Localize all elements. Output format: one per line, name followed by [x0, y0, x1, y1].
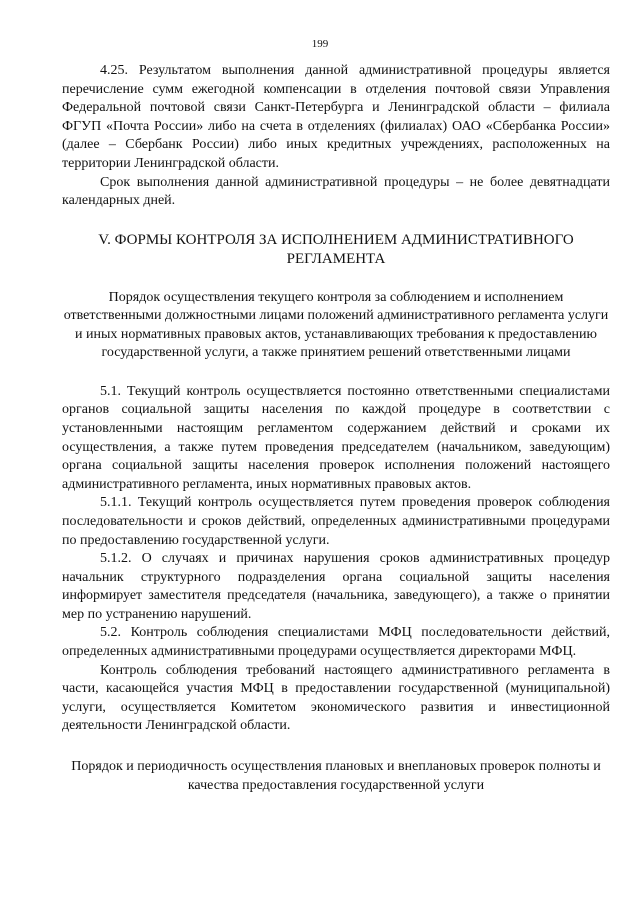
paragraph-5-1-1: 5.1.1. Текущий контроль осуществляется путем проведения проверок соблюдения последовательности и сроков действий, определенных административными процедурами по предоставлению государственной услуги.: [62, 495, 610, 548]
paragraph-5-1: 5.1. Текущий контроль осуществляется постоянно ответственными специалистами органов социальной защиты населения по каждой процедуре в соответствии с установленными настоящим регламентом содержанием действий и сроками их осуществления, а также путем проведения председателем (начальником, заведующим) органа социальной защиты населения проверок исполнения положений настоящего административного регламента, иных нормативных правовых актов.: [62, 383, 610, 492]
subheading-current-control: Порядок осуществления текущего контроля за соблюдением и исполнением ответственными должностными лицами положений административного регламента услуги и иных нормативных правовых актов, устанавливающих требования к предоставлению государственной услуги, а также принятием решений ответственными лицами: [63, 289, 609, 361]
subheading-inspections: Порядок и периодичность осуществления плановых и внеплановых проверок полноты и качества предоставления государственной услуги: [71, 759, 601, 793]
paragraph-5-2-mfc: Контроль соблюдения требований настоящего административного регламента в части, касающейся участия МФЦ в предоставлении государственной (муниципальной) услуги, осуществляется Комитетом экономического развития и инвестиционной деятельности Ленинградской области.: [62, 662, 610, 734]
document-body: [62, 62, 610, 795]
page-number: 199: [311, 38, 329, 50]
paragraph-5-2: 5.2. Контроль соблюдения специалистами МФЦ последовательности действий, определенных административными процедурами осуществляется директорами МФЦ.: [62, 625, 610, 660]
paragraph-term: Срок выполнения данной административной процедуры – не более девятнадцати календарных дней.: [62, 174, 610, 209]
section-title: V. ФОРМЫ КОНТРОЛЯ ЗА ИСПОЛНЕНИЕМ АДМИНИСТРАТИВНОГО РЕГЛАМЕНТА: [98, 231, 574, 267]
paragraph-5-1-2: 5.1.2. О случаях и причинах нарушения сроков административных процедур начальник структурного подразделения органа социальной защиты населения информирует заместителя председателя (начальника, заведующего), а также о принятии мер по устранению нарушений.: [62, 551, 610, 622]
paragraph-4-25: 4.25. Результатом выполнения данной административной процедуры является перечисление сумм ежегодной компенсации в отделения почтовой связи Управления Федеральной почтовой связи Санкт-Петербурга и Ленинградской области – филиала ФГУП «Почта России» либо на счета в отделениях (филиалах) ОАО «Сбербанка России» (далее – Сбербанк России) либо иных кредитных учреждениях, расположенных на территории Ленинградской области.: [62, 63, 610, 171]
